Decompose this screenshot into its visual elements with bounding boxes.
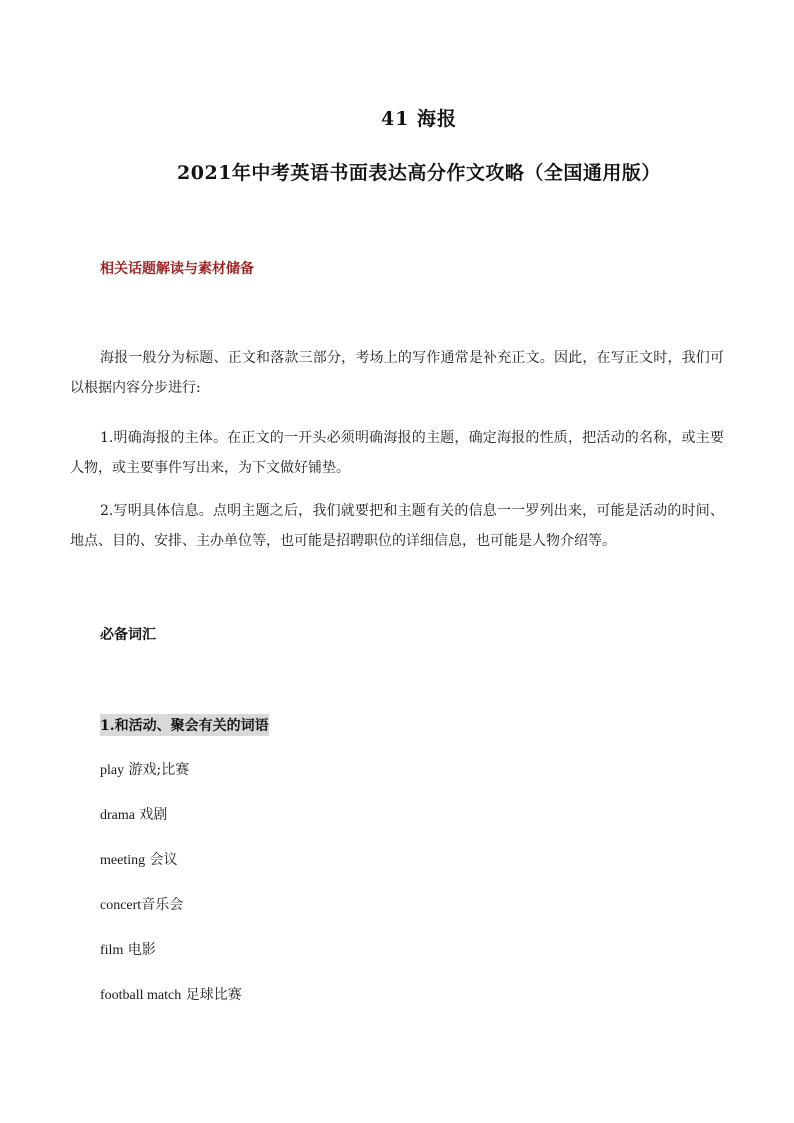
list-item: [100, 985, 242, 1030]
vocab-category-heading: 1.和活动、聚会有关的词语: [100, 714, 269, 736]
list-item: [100, 895, 242, 940]
paragraph-step-1: 1.明确海报的主体。在正文的一开头必须明确海报的主题，确定海报的性质，把活动的名称，或主要人物，或主要事件写出来，为下文做好铺垫。: [70, 430, 724, 476]
vocab-heading: 必备词汇: [100, 627, 156, 643]
vocab-english: football match: [100, 988, 182, 1003]
document-title: 41 海报: [380, 108, 458, 130]
list-item: [100, 940, 242, 985]
list-item: [100, 760, 242, 805]
vocab-chinese: 音乐会: [141, 897, 184, 913]
list-item: [100, 850, 242, 895]
vocab-english: concert: [100, 898, 142, 913]
paragraph-intro: 海报一般分为标题、正文和落款三部分，考场上的写作通常是补充正文。因此，在写正文时，我们可以根据内容分步进行:: [70, 350, 724, 396]
vocab-english: drama: [100, 808, 135, 823]
list-item: [100, 805, 242, 850]
vocab-chinese: 足球比赛: [181, 987, 242, 1003]
vocab-english: meeting: [100, 853, 146, 868]
section-heading: 相关话题解读与素材储备: [100, 261, 254, 277]
paragraph-step-2: 2.写明具体信息。点明主题之后，我们就要把和主题有关的信息一一罗列出来，可能是活动的时间、地点、目的、安排、主办单位等，也可能是招聘职位的详细信息，也可能是人物介绍等。: [70, 503, 724, 549]
vocab-chinese: 电影: [123, 942, 156, 958]
vocab-english: play: [100, 763, 125, 778]
vocab-chinese: 戏剧: [134, 807, 168, 823]
document-subtitle: 2021年中考英语书面表达高分作文攻略（全国通用版）: [177, 162, 661, 184]
vocab-chinese: 会议: [145, 852, 178, 868]
vocab-list: [100, 760, 242, 1030]
vocab-chinese: 游戏;比赛: [124, 762, 190, 778]
vocab-english: film: [100, 943, 124, 958]
